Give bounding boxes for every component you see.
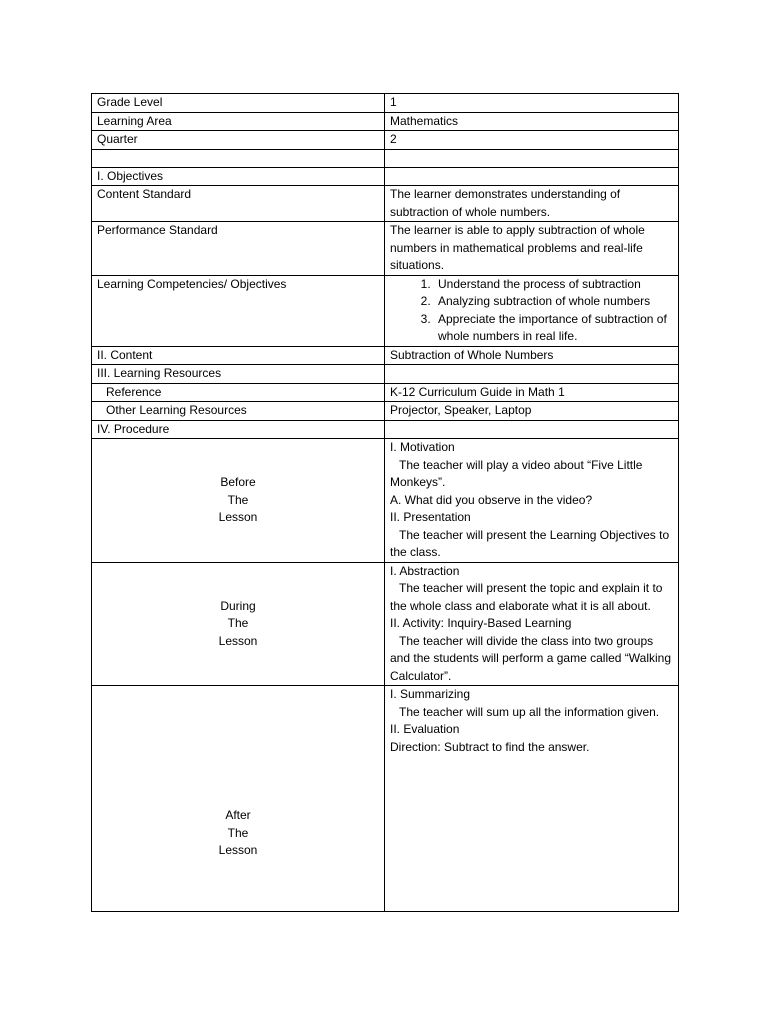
stage-label-line: The (227, 825, 249, 840)
performance-standard-label: Performance Standard (92, 222, 385, 276)
stage-label-line: Lesson (218, 633, 258, 648)
other-resources-label: Other Learning Resources (106, 403, 247, 417)
table-row (92, 94, 679, 113)
list-item: 3. Appreciate the importance of subtraction of whole numbers in real life. (434, 311, 673, 346)
stage-label-line: Lesson (218, 843, 258, 858)
stage-label-line: The (227, 616, 249, 630)
stage-label-line: Lesson (218, 510, 258, 524)
empty-cell (385, 149, 679, 167)
content-standard-value: The learner demonstrates understanding of subtraction of whole numbers. (385, 186, 679, 222)
empty-cell (385, 167, 679, 186)
table-row (92, 420, 679, 439)
before-lesson-row (92, 439, 679, 563)
reference-value: K-12 Curriculum Guide in Math 1 (385, 383, 679, 402)
objectives-heading: I. Objectives (92, 167, 385, 186)
list-item: 2. Analyzing subtraction of whole numbers (434, 293, 673, 311)
table-row (92, 365, 679, 384)
table-row (92, 222, 679, 276)
after-lesson-row (92, 686, 679, 912)
grade-level-value: 1 (385, 94, 679, 113)
direction-text: Direction: Subtract to find the answer. (390, 739, 590, 754)
section-heading: I. Motivation (390, 440, 455, 454)
paragraph: The teacher will present the topic and explain it to the whole class and elaborate what it is all about. (390, 581, 663, 613)
during-lesson-row (92, 562, 679, 686)
other-resources-label-cell (92, 402, 385, 421)
lesson-plan-table (91, 93, 679, 912)
reference-label: Reference (106, 384, 162, 399)
before-lesson-label (92, 439, 385, 563)
table-row (92, 112, 679, 131)
procedure-heading: IV. Procedure (92, 420, 385, 439)
empty-cell (385, 420, 679, 439)
list-item: 1. Understand the process of subtraction (434, 276, 673, 294)
quarter-value: 2 (385, 131, 679, 150)
table-row (92, 383, 679, 402)
during-lesson-content (385, 562, 679, 686)
competencies-list (390, 276, 673, 346)
table-row (92, 275, 679, 346)
table-row (92, 167, 679, 186)
section-heading: I. Summarizing (390, 687, 471, 701)
empty-cell (385, 365, 679, 384)
quarter-label: Quarter (92, 131, 385, 150)
stage-label-line: Before (220, 475, 256, 489)
other-resources-value: Projector, Speaker, Laptop (385, 402, 679, 421)
before-lesson-content (385, 439, 679, 563)
table-row (92, 131, 679, 150)
reference-label-cell (92, 383, 385, 402)
table-row (92, 402, 679, 421)
resources-heading: III. Learning Resources (92, 365, 385, 384)
learning-area-value: Mathematics (385, 112, 679, 131)
paragraph: The teacher will play a video about “Five Little Monkeys”. (390, 457, 643, 489)
after-lesson-label (92, 686, 385, 912)
empty-cell (92, 149, 385, 167)
section-heading: II. Activity: Inquiry-Based Learning (390, 616, 572, 630)
competencies-label: Learning Competencies/ Objectives (92, 275, 385, 346)
competencies-list-cell (385, 275, 679, 346)
paragraph: The teacher will present the Learning Objectives to the class. (390, 527, 670, 559)
stage-label-line: The (227, 492, 249, 507)
stage-label-line: After (225, 808, 251, 823)
performance-standard-value: The learner is able to apply subtraction of whole numbers in mathematical problems and real-life situations. (385, 222, 679, 276)
paragraph: The teacher will divide the class into two groups and the students will perform a game called “Walking Calculator”. (390, 633, 672, 683)
table-row (92, 346, 679, 365)
learning-area-label: Learning Area (92, 112, 385, 131)
section-heading: I. Abstraction (390, 563, 460, 578)
content-label: II. Content (92, 346, 385, 365)
empty-row (92, 149, 679, 167)
after-lesson-content (385, 686, 679, 912)
paragraph: The teacher will sum up all the information given. (399, 704, 660, 719)
section-heading: II. Evaluation (390, 722, 460, 736)
grade-level-label: Grade Level (92, 94, 385, 113)
section-heading: II. Presentation (390, 510, 471, 524)
during-lesson-label (92, 562, 385, 686)
content-standard-label: Content Standard (92, 186, 385, 222)
stage-label-line: During (220, 598, 256, 613)
question: A. What did you observe in the video? (390, 492, 593, 507)
table-row (92, 186, 679, 222)
content-value: Subtraction of Whole Numbers (385, 346, 679, 365)
